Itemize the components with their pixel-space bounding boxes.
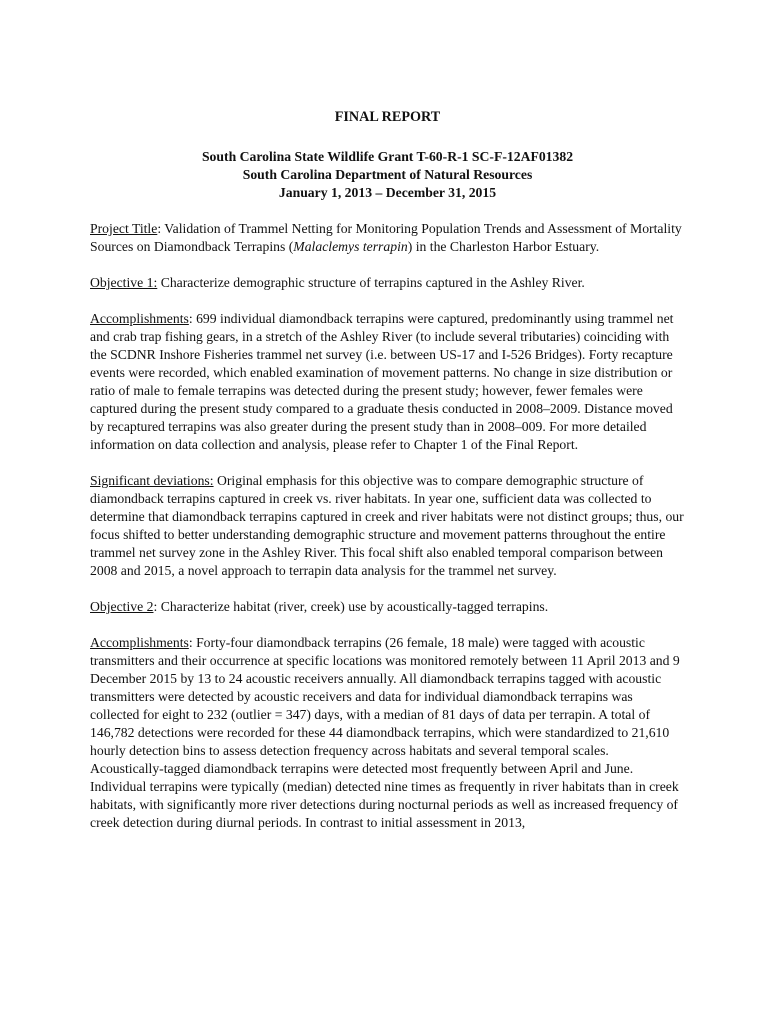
objective-1-text: Characterize demographic structure of terrapins captured in the Ashley River. bbox=[157, 275, 585, 290]
project-title-text-before: : Validation of Trammel Netting for Monitoring Population Trends and Assessment of Mortality Sources on Diamondback Terrapins ( bbox=[90, 221, 682, 254]
grant-line: South Carolina State Wildlife Grant T-60-R-1 SC-F-12AF01382 bbox=[201, 149, 574, 164]
objective-1-label: Objective 1: bbox=[90, 275, 158, 290]
accomplishments-1-text: : 699 individual diamondback terrapins were captured, predominantly using trammel net and crab trap fishing gears, in a stretch of the Ashley River (to include several tributaries) coinciding with the SCDNR Inshore Fisheries trammel net survey (i.e. between US-17 and I-526 Bridges). Forty recapture events were recorded, which enabled examination of movement patterns. No change in size distribution or ratio of male to female terrapins was detected during the present study; however, fewer females were captured during the present study compared to a graduate thesis conducted in 2008–2009. Distance moved by recaptured terrapins was also greater during the present study than in 2008–009. For more detailed information on data collection and analysis, please refer to Chapter 1 of the Final Report. bbox=[90, 311, 674, 452]
accomplishments-2-paragraph bbox=[90, 634, 685, 832]
objective-2-label: Objective 2 bbox=[90, 599, 154, 614]
deviations-label: Significant deviations: bbox=[90, 473, 214, 488]
accomplishments-2-label: Accomplishments bbox=[90, 635, 189, 650]
accomplishments-2-text: : Forty-four diamondback terrapins (26 female, 18 male) were tagged with acoustic transmitters and their occurrence at specific locations was monitored remotely between 11 April 2013 and 9 December 2015 by 13 to 24 acoustic receivers annually. All diamondback terrapins tagged with acoustic transmitters were detected by acoustic receivers and data for individual diamondback terrapins was collected for eight to 232 (outlier = 347) days, with a median of 81 days of data per terrapin. A total of 146,782 detections were recorded for these 44 diamondback terrapins, which were standardized to 21,610 hourly detection bins to assess detection frequency across habitats and several temporal scales. Acoustically-tagged diamondback terrapins were detected most frequently between April and June. Individual terrapins were typically (median) detected nine times as frequently in river habitats than in creek habitats, with significantly more river detections during nocturnal periods as well as increased frequency of creek detection during diurnal periods. In contrast to initial assessment in 2013, bbox=[90, 635, 680, 830]
species-name: Malaclemys terrapin bbox=[293, 239, 408, 254]
accomplishments-1-paragraph bbox=[90, 310, 685, 454]
report-header bbox=[90, 148, 685, 202]
department-line: South Carolina Department of Natural Resources bbox=[242, 167, 533, 182]
accomplishments-1-label: Accomplishments bbox=[90, 311, 189, 326]
project-title-label: Project Title bbox=[90, 221, 158, 236]
report-title: FINAL REPORT bbox=[334, 109, 441, 125]
deviations-text: Original emphasis for this objective was to compare demographic structure of diamondback terrapins captured in creek vs. river habitats. In year one, sufficient data was collected to determine that diamondback terrapins captured in creek and river habitats were not distinct groups; thus, our focus shifted to better understanding demographic structure and movement patterns throughout the entire trammel net survey zone in the Ashley River. This focal shift also enabled temporal comparison between 2008 and 2015, a novel approach to terrapin data analysis for the trammel net survey. bbox=[90, 473, 684, 578]
date-range-line: January 1, 2013 – December 31, 2015 bbox=[278, 185, 497, 200]
document-page bbox=[90, 108, 685, 850]
deviations-paragraph bbox=[90, 472, 685, 580]
objective-1-paragraph bbox=[90, 274, 685, 292]
objective-2-text: : Characterize habitat (river, creek) use by acoustically-tagged terrapins. bbox=[153, 599, 549, 614]
project-title-paragraph bbox=[90, 220, 685, 256]
objective-2-paragraph bbox=[90, 598, 685, 616]
project-title-text-after: ) in the Charleston Harbor Estuary. bbox=[407, 239, 600, 254]
